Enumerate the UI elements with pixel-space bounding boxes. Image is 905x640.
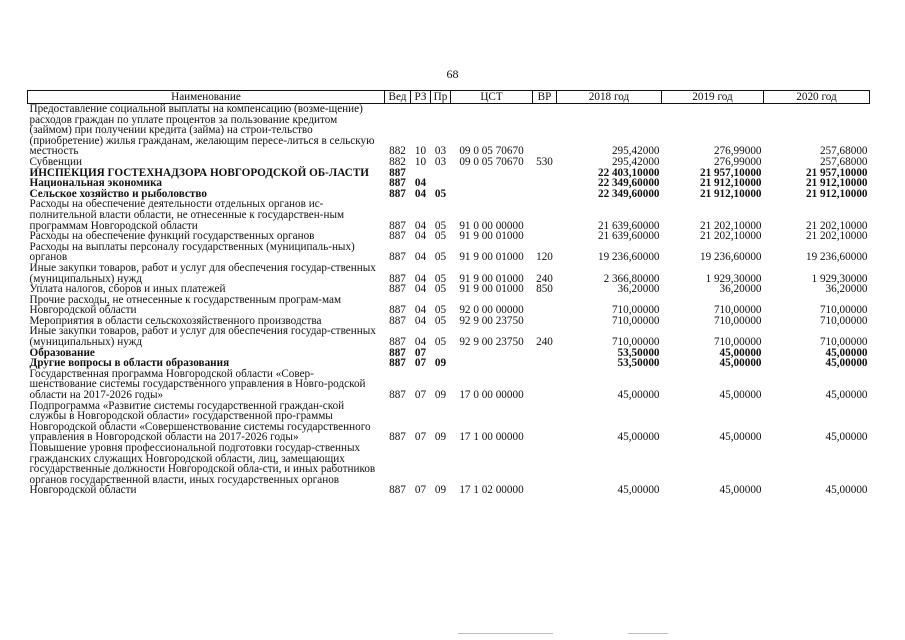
cell-y2020: 710,00000	[819, 304, 868, 317]
cell-pr: 09	[434, 357, 447, 370]
cell-vr	[533, 168, 557, 179]
cell-ved: 887	[389, 283, 406, 296]
cell-y2018: 295,42000	[611, 155, 660, 168]
cell-ved: 887	[389, 251, 406, 264]
cell-pr: 05	[434, 230, 447, 243]
cell-name: Субвенции	[29, 155, 82, 168]
cell-y2019: 710,00000	[713, 304, 762, 317]
cell-name: Расходы на обеспечение деятельности отдельных органов ис-полнительной власти области, не отнесенные к государствен-ным программам Новгородской области	[29, 198, 345, 232]
cell-pr: 05	[434, 304, 447, 317]
cell-ved: 887	[389, 187, 406, 200]
cell-rz: 04	[414, 251, 427, 264]
cell-vr: 850	[536, 283, 553, 296]
cell-y2020: 45,00000	[825, 431, 868, 444]
cell-y2019: 21 202,10000	[699, 219, 762, 232]
cell-cst	[451, 348, 533, 359]
cell-pr: 05	[434, 314, 447, 327]
cell-name: Национальная экономика	[29, 177, 162, 190]
cell-y2019: 45,00000	[719, 357, 762, 370]
cell-vr	[533, 316, 557, 327]
cell-y2018: 710,00000	[611, 304, 660, 317]
cell-vr	[533, 401, 557, 443]
cell-y2020: 710,00000	[819, 314, 868, 327]
cell-y2019: 276,99000	[713, 145, 762, 158]
cell-cst: 17 1 02 00000	[459, 484, 524, 497]
cell-y2019: 710,00000	[713, 336, 762, 349]
cell-pr: 09	[434, 431, 447, 444]
cell-y2019: 45,00000	[719, 484, 762, 497]
cell-vr: 240	[536, 272, 553, 285]
scan-artifact-line	[458, 633, 553, 634]
cell-y2018: 53,50000	[617, 346, 660, 359]
cell-rz: 04	[414, 336, 427, 349]
cell-y2019: 21 912,10000	[699, 177, 762, 190]
table-row	[28, 401, 870, 443]
cell-ved: 887	[389, 304, 406, 317]
cell-y2019: 45,00000	[719, 431, 762, 444]
header-vr: ВР	[533, 91, 557, 104]
cell-cst: 92 0 00 00000	[459, 304, 524, 317]
cell-vr	[533, 369, 557, 401]
cell-rz: 07	[414, 346, 427, 359]
cell-cst	[451, 168, 533, 179]
cell-y2020: 257,68000	[819, 155, 868, 168]
cell-rz: 04	[414, 219, 427, 232]
cell-y2018: 22 403,10000	[597, 166, 660, 179]
scan-artifact-line	[628, 633, 668, 634]
cell-ved: 882	[389, 155, 406, 168]
cell-y2020: 45,00000	[825, 484, 868, 497]
cell-name: Сельское хозяйство и рыболовство	[29, 187, 207, 200]
cell-pr: 05	[434, 336, 447, 349]
cell-pr: 03	[434, 155, 447, 168]
table-row	[28, 443, 870, 496]
cell-ved: 887	[389, 484, 406, 497]
cell-y2019: 1 929,30000	[705, 272, 762, 285]
cell-y2019: 710,00000	[713, 314, 762, 327]
cell-cst	[451, 358, 533, 369]
cell-y2020: 45,00000	[825, 346, 868, 359]
header-2018: 2018 год	[557, 91, 662, 104]
header-rz: РЗ	[411, 91, 431, 104]
cell-vr	[533, 443, 557, 496]
cell-name: Уплата налогов, сборов и иных платежей	[29, 283, 226, 296]
cell-rz: 04	[414, 272, 427, 285]
cell-y2020: 21 202,10000	[805, 230, 868, 243]
cell-cst: 91 0 00 00000	[459, 219, 524, 232]
table-row	[28, 157, 870, 168]
cell-y2018: 710,00000	[611, 336, 660, 349]
cell-rz: 07	[414, 357, 427, 370]
cell-pr: 05	[434, 272, 447, 285]
page-number: 68	[446, 67, 459, 81]
cell-y2018: 21 639,60000	[597, 219, 660, 232]
cell-pr: 09	[434, 389, 447, 402]
table-row	[28, 242, 870, 263]
cell-name: Расходы на обеспечение функций государственных органов	[29, 230, 315, 243]
cell-y2020: 1 929,30000	[811, 272, 868, 285]
cell-cst: 91 9 00 01000	[459, 283, 524, 296]
cell-y2019: 276,99000	[713, 155, 762, 168]
table-row	[28, 104, 870, 157]
cell-ved: 887	[389, 314, 406, 327]
cell-y2018: 45,00000	[617, 389, 660, 402]
cell-y2018: 710,00000	[611, 314, 660, 327]
cell-ved: 887	[389, 177, 406, 190]
cell-name: Подпрограмма «Развитие системы государственной граждан-ской службы в Новгородской области» государственной про-граммы Новгородской области «Совершенствование системы государственного управления в Новгородской области на 2017-2026 годы»	[29, 399, 371, 444]
cell-rz: 04	[414, 304, 427, 317]
cell-ved: 887	[389, 219, 406, 232]
cell-rz: 04	[414, 230, 427, 243]
cell-y2020: 21 202,10000	[805, 219, 868, 232]
header-2019: 2019 год	[662, 91, 764, 104]
header-2020: 2020 год	[764, 91, 870, 104]
cell-y2020: 36,20000	[825, 283, 868, 296]
cell-y2018: 19 236,60000	[597, 251, 660, 264]
cell-y2018: 36,20000	[617, 283, 660, 296]
cell-y2020: 21 912,10000	[805, 177, 868, 190]
cell-rz: 10	[414, 155, 427, 168]
cell-name: Предоставление социальной выплаты на компенсацию (возме-щение) расходов граждан по уплате процентов за пользование кредитом (займом) при получении кредита (займа) на строи-тельство (приобретение) жилья гражданам, желающим пересе-литься в сельскую местность	[29, 103, 375, 158]
cell-ved: 887	[389, 166, 406, 179]
cell-y2018: 295,42000	[611, 145, 660, 158]
cell-rz: 04	[414, 283, 427, 296]
cell-y2019: 45,00000	[719, 346, 762, 359]
cell-cst: 92 9 00 23750	[459, 314, 524, 327]
table-row	[28, 295, 870, 316]
cell-cst: 17 1 00 00000	[459, 431, 524, 444]
cell-vr	[533, 358, 557, 369]
cell-rz: 04	[414, 187, 427, 200]
cell-vr	[533, 178, 557, 189]
cell-y2018: 45,00000	[617, 484, 660, 497]
cell-name: Мероприятия в области сельскохозяйственного производства	[29, 314, 322, 327]
cell-cst: 91 9 00 01000	[459, 251, 524, 264]
cell-rz: 10	[414, 145, 427, 158]
cell-pr: 05	[434, 219, 447, 232]
cell-vr	[533, 348, 557, 359]
cell-y2019: 19 236,60000	[699, 251, 762, 264]
cell-cst: 09 0 05 70670	[459, 145, 524, 158]
cell-pr: 05	[434, 283, 447, 296]
cell-vr	[533, 231, 557, 242]
cell-cst: 09 0 05 70670	[459, 155, 524, 168]
cell-name: ИНСПЕКЦИЯ ГОСТЕХНАДЗОРА НОВГОРОДСКОЙ ОБ-ЛАСТИ	[29, 166, 369, 179]
cell-y2018: 53,50000	[617, 357, 660, 370]
cell-ved: 887	[389, 346, 406, 359]
table-row	[28, 369, 870, 401]
header-pr: Пр	[431, 91, 451, 104]
cell-cst: 91 9 00 01000	[459, 272, 524, 285]
cell-ved: 887	[389, 389, 406, 402]
cell-rz: 07	[414, 484, 427, 497]
cell-y2019: 21 912,10000	[699, 187, 762, 200]
table-row	[28, 263, 870, 284]
cell-y2018: 21 639,60000	[597, 230, 660, 243]
cell-y2020: 710,00000	[819, 336, 868, 349]
cell-pr: 05	[434, 187, 447, 200]
cell-name: Другие вопросы в области образования	[29, 357, 230, 370]
cell-pr: 03	[434, 145, 447, 158]
cell-cst	[451, 189, 533, 200]
cell-cst: 91 9 00 01000	[459, 230, 524, 243]
cell-rz: 07	[414, 431, 427, 444]
cell-vr: 120	[536, 251, 553, 264]
cell-ved: 887	[389, 357, 406, 370]
cell-pr: 05	[434, 251, 447, 264]
cell-name: Иные закупки товаров, работ и услуг для обеспечения государ-ственных (муниципальных) нужд	[29, 261, 376, 285]
cell-y2020: 21 957,10000	[805, 166, 868, 179]
cell-rz: 04	[414, 314, 427, 327]
cell-y2019: 45,00000	[719, 389, 762, 402]
cell-y2019: 21 202,10000	[699, 230, 762, 243]
cell-pr	[431, 168, 451, 179]
cell-name: Расходы на выплаты персоналу государственных (муниципаль-ных) органов	[29, 240, 355, 264]
cell-vr: 240	[536, 336, 553, 349]
cell-name: Прочие расходы, не отнесенные к государственным програм-мам Новгородской области	[29, 293, 342, 317]
table-row	[28, 326, 870, 347]
cell-y2020: 45,00000	[825, 389, 868, 402]
header-name: Наименование	[28, 91, 385, 104]
cell-y2018: 2 366,80000	[603, 272, 660, 285]
header-cst: ЦСТ	[451, 91, 533, 104]
cell-y2020: 21 912,10000	[805, 187, 868, 200]
cell-name: Образование	[29, 346, 95, 359]
cell-y2020: 257,68000	[819, 145, 868, 158]
cell-y2019: 36,20000	[719, 283, 762, 296]
cell-name: Государственная программа Новгородской области «Совер-шенствование системы государственного управления в Новго-родской области на 2017-2026 годы»	[29, 367, 366, 402]
cell-ved: 887	[389, 230, 406, 243]
cell-vr	[533, 295, 557, 316]
table-header-row	[28, 91, 870, 104]
cell-y2018: 45,00000	[617, 431, 660, 444]
cell-vr	[533, 189, 557, 200]
cell-cst: 17 0 00 00000	[459, 389, 524, 402]
cell-vr	[533, 104, 557, 157]
cell-y2018: 22 349,60000	[597, 177, 660, 190]
cell-cst	[451, 178, 533, 189]
cell-ved: 887	[389, 272, 406, 285]
cell-ved: 887	[389, 336, 406, 349]
cell-y2020: 19 236,60000	[805, 251, 868, 264]
cell-ved: 882	[389, 145, 406, 158]
cell-vr: 530	[536, 155, 553, 168]
cell-name: Повышение уровня профессиональной подготовки государ-ственных гражданских служащих Новгородской области, лиц, замещающих государственные должности Новгородской обла-сти, и иных работников органов государственной власти, иных государственных органов Новгородской области	[29, 442, 376, 497]
cell-y2019: 21 957,10000	[699, 166, 762, 179]
cell-cst: 92 9 00 23750	[459, 336, 524, 349]
cell-rz: 07	[414, 389, 427, 402]
cell-y2018: 22 349,60000	[597, 187, 660, 200]
cell-rz: 04	[414, 177, 427, 190]
cell-pr: 09	[434, 484, 447, 497]
budget-table	[27, 90, 870, 496]
cell-y2020: 45,00000	[825, 357, 868, 370]
cell-name: Иные закупки товаров, работ и услуг для обеспечения государ-ственных (муниципальных) нужд	[29, 325, 376, 349]
table-row	[28, 199, 870, 231]
cell-ved: 887	[389, 431, 406, 444]
header-ved: Вед	[385, 91, 411, 104]
cell-vr	[533, 199, 557, 231]
